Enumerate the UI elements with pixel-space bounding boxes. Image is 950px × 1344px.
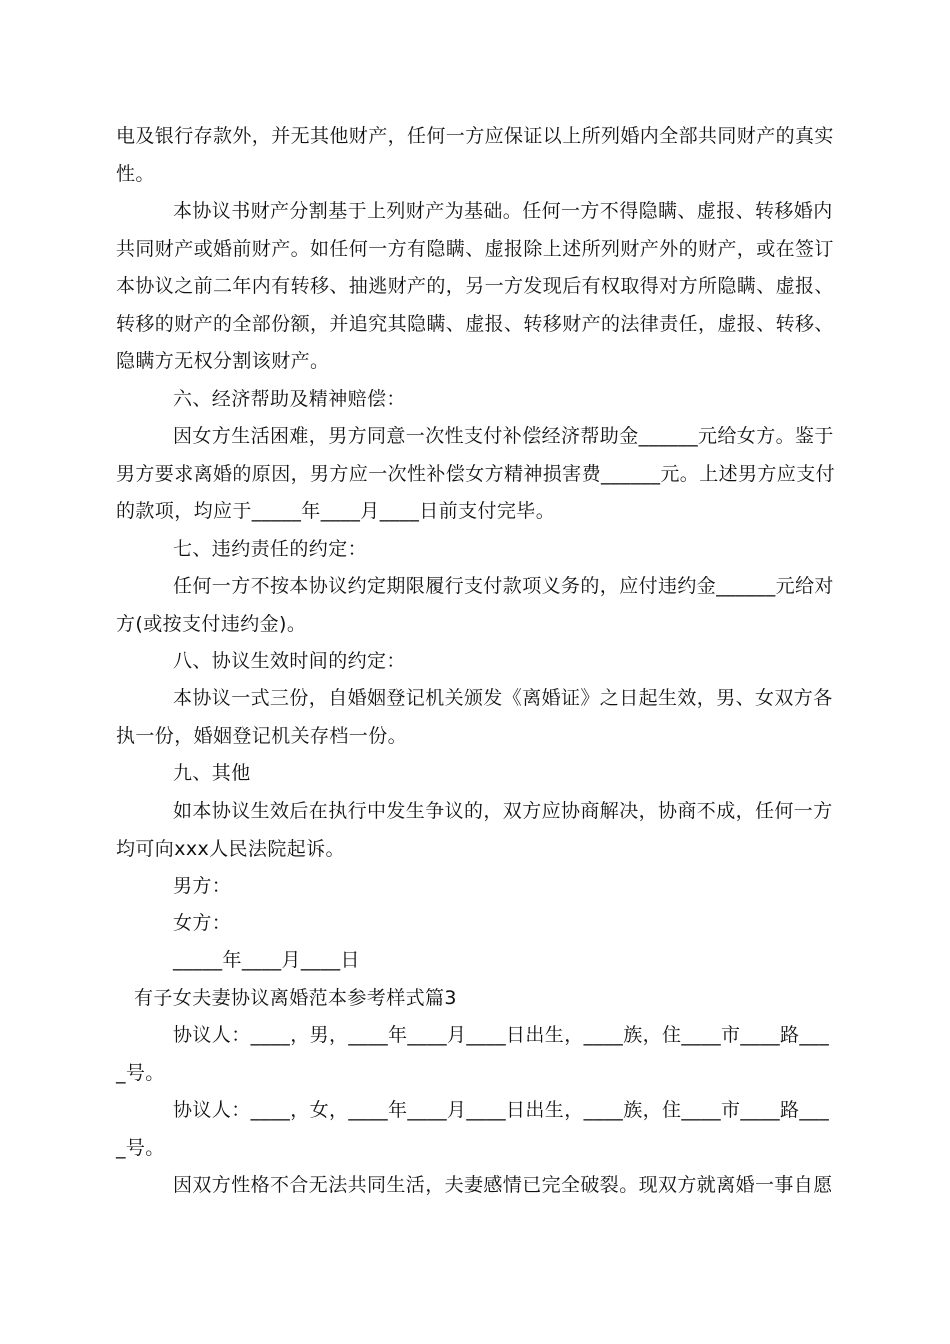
- signature-male: 男方：: [173, 875, 232, 897]
- paragraph-property-truthfulness: 电及银行存款外，并无其他财产，任何一方应保证以上所列婚内全部共同财产的真实性。: [116, 125, 834, 185]
- article-title: 有子女夫妻协议离婚范本参考样式篇3: [134, 987, 457, 1009]
- signature-female: 女方：: [173, 912, 232, 934]
- paragraph-breach-liability: 任何一方不按本协议约定期限履行支付款项义务的，应付违约金______元给对方(或按支付违约金)。: [116, 575, 834, 635]
- paragraph-divorce-reason: 因双方性格不合无法共同生活，夫妻感情已完全破裂。现双方就离婚一事自愿: [173, 1174, 833, 1196]
- heading-section-6: 六、经济帮助及精神赔偿：: [173, 388, 406, 410]
- paragraph-dispute: 如本协议生效后在执行中发生争议的，双方应协商解决，协商不成，任何一方均可向xxx人民法院起诉。: [116, 800, 833, 860]
- paragraph-party-female: 协议人：____，女，____年____月____日出生，____族，住____市____路____号。: [116, 1099, 830, 1159]
- signature-date: _____年____月____日: [173, 949, 360, 971]
- heading-section-8: 八、协议生效时间的约定：: [173, 650, 406, 672]
- paragraph-property-division-basis: 本协议书财产分割基于上列财产为基础。任何一方不得隐瞒、虚报、转移婚内共同财产或婚前财产。如任何一方有隐瞒、虚报除上述所列财产外的财产，或在签订本协议之前二年内有转移、抽逃财产的，另一方发现后有权取得对方所隐瞒、虚报、转移的财产的全部份额，并追究其隐瞒、虚报、转移财产的法律责任，虚报、转移、隐瞒方无权分割该财产。: [116, 200, 834, 372]
- heading-section-9: 九、其他: [173, 762, 251, 784]
- paragraph-effective-time: 本协议一式三份，自婚姻登记机关颁发《离婚证》之日起生效，男、女双方各执一份，婚姻登记机关存档一份。: [116, 687, 833, 747]
- paragraph-party-male: 协议人：____，男，____年____月____日出生，____族，住____市____路____号。: [116, 1024, 830, 1084]
- paragraph-economic-aid: 因女方生活困难，男方同意一次性支付补偿经济帮助金______元给女方。鉴于男方要求离婚的原因，男方应一次性补偿女方精神损害费______元。上述男方应支付的款项，均应于_____年____月____日前支付完毕。: [116, 425, 836, 522]
- heading-section-7: 七、违约责任的约定：: [173, 538, 368, 560]
